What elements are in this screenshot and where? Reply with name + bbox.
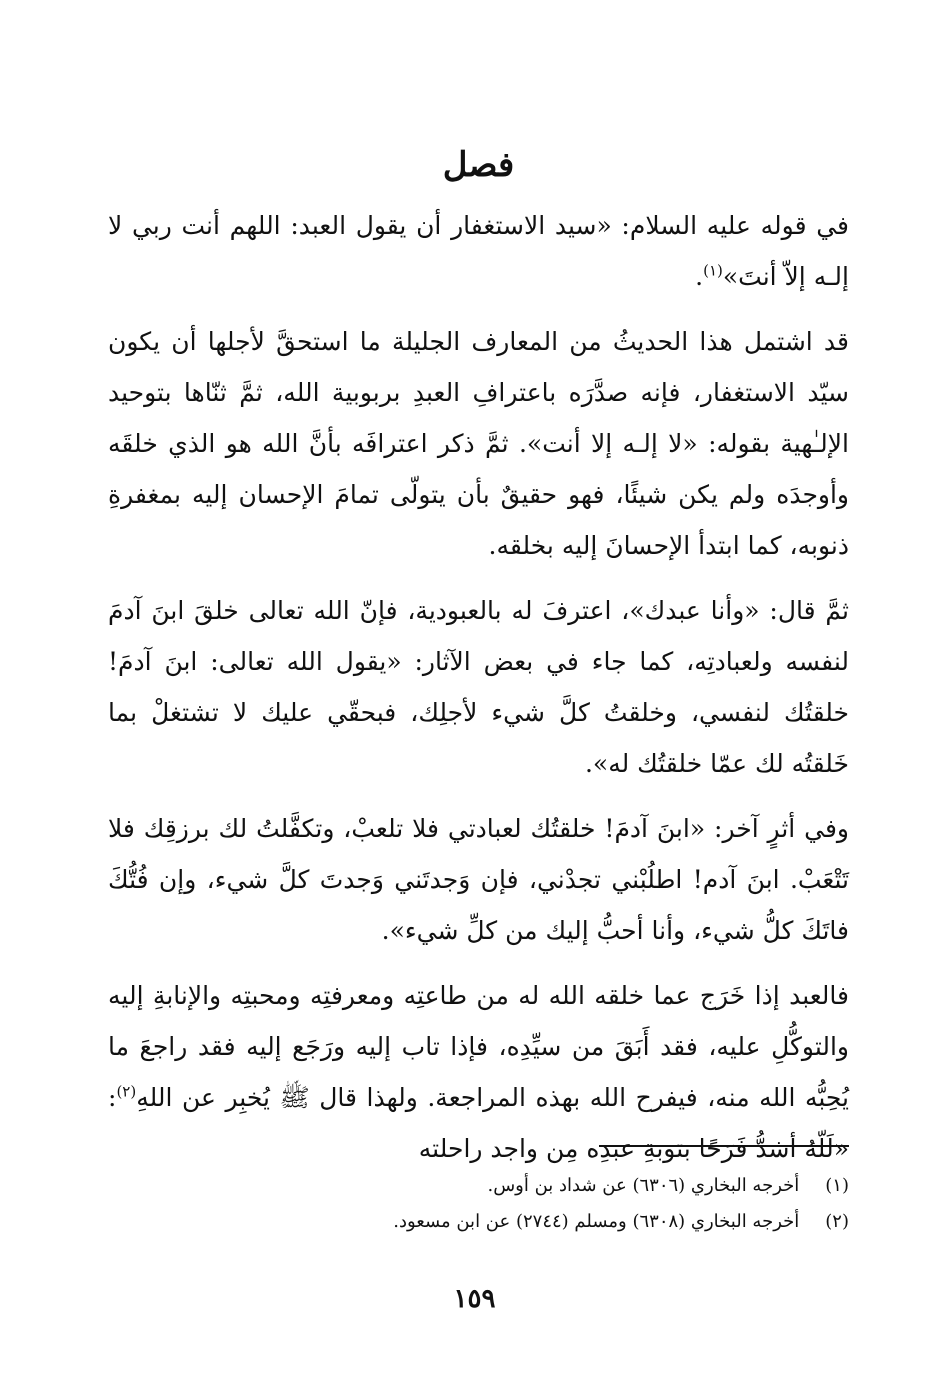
- footnote-number: (١): [825, 1175, 849, 1196]
- paragraph-text-tail: .: [695, 262, 704, 291]
- footnote-divider: [599, 1145, 849, 1147]
- page-number: ١٥٩: [453, 1284, 496, 1314]
- footnote-1: [108, 1168, 849, 1204]
- chapter-title: فصل: [442, 145, 515, 185]
- footnote-2: [108, 1204, 849, 1240]
- footnote-number: (٢): [825, 1211, 849, 1232]
- paragraph-2: [108, 316, 849, 571]
- paragraph-text: ثمَّ قال: «وأنا عبدك»، اعترفَ له بالعبودية، فإنّ الله تعالى خلقَ ابنَ آدمَ لنفسه ولعبادتِه، كما جاء في بعض الآثار: «يقول الله تعالى: ابنَ آدمَ! خلقتُك لنفسي، وخلقتُ كلَّ شيء لأجلِك، فبحقّي عليك لا تشتغلْ بما خَلقتُه لك عمّا خلقتُك له».: [108, 596, 849, 778]
- paragraph-1: [108, 200, 849, 302]
- page-content: [108, 140, 849, 1334]
- paragraph-text: في قوله عليه السلام: «سيد الاستغفار أن يقول العبد: اللهم أنت ربي لا إلـه إلاّ أنتَ»: [108, 211, 849, 291]
- footnotes: [108, 1168, 849, 1240]
- paragraph-5: [108, 970, 849, 1174]
- paragraph-3: [108, 585, 849, 789]
- body-text: [108, 200, 849, 1174]
- paragraph-text: قد اشتمل هذا الحديثُ من المعارف الجليلة ما استحقَّ لأجلها أن يكون سيّد الاستغفار، فإنه صدَّرَه باعترافِ العبدِ بربوبية الله، ثمَّ ثنّاها بتوحيد الإلـٰهية بقوله: «لا إلـه إلا أنت». ثمَّ ذكر اعترافَه بأنَّ الله هو الذي خلقَه وأوجدَه ولم يكن شيئًا، فهو حقيقٌ بأن يتولّى تمامَ الإحسان إليه بمغفرةِ ذنوبه، كما ابتدأ الإحسانَ إليه بخلقه.: [108, 327, 849, 560]
- paragraph-text: فالعبد إذا خَرَج عما خلقه الله له من طاعتِه ومعرفتِه ومحبتِه والإنابةِ إليه والتوكُّلِ عليه، فقد أَبَقَ من سيِّدِه، فإذا تاب إليه ورَجَع إليه فقد راجعَ ما يُحِبُّه الله منه، فيفرح الله بهذه المراجعة. ولهذا قال ﷺ يُخبِر عن اللهِ: [108, 981, 849, 1112]
- paragraph-text: وفي أثرٍ آخر: «ابنَ آدمَ! خلقتُك لعبادتي فلا تلعبْ، وتكفَّلتُ لك برزقِك فلا تَتْعَبْ. ابنَ آدم! اطلُبْني تجدْني، فإن وَجدتَني وَجدتَ كلَّ شيء، وإن فُتُّكَ فاتَكَ كلُّ شيء، وأنا أحبُّ إليك من كلِّ شيء».: [108, 814, 849, 945]
- paragraph-4: [108, 803, 849, 956]
- paragraph-text-tail: : «لَلّهُ أشدُّ فَرَحًا بتوبةِ عبدِه مِن واجد راحلته: [108, 1083, 849, 1163]
- footnote-ref-2[interactable]: (٢): [116, 1082, 137, 1101]
- footnote-text: أخرجه البخاري (٦٣٠٨) ومسلم (٢٧٤٤) عن ابن مسعود.: [393, 1211, 800, 1232]
- footnote-ref-1[interactable]: (١): [703, 261, 723, 280]
- footnote-text: أخرجه البخاري (٦٣٠٦) عن شداد بن أوس.: [487, 1175, 800, 1196]
